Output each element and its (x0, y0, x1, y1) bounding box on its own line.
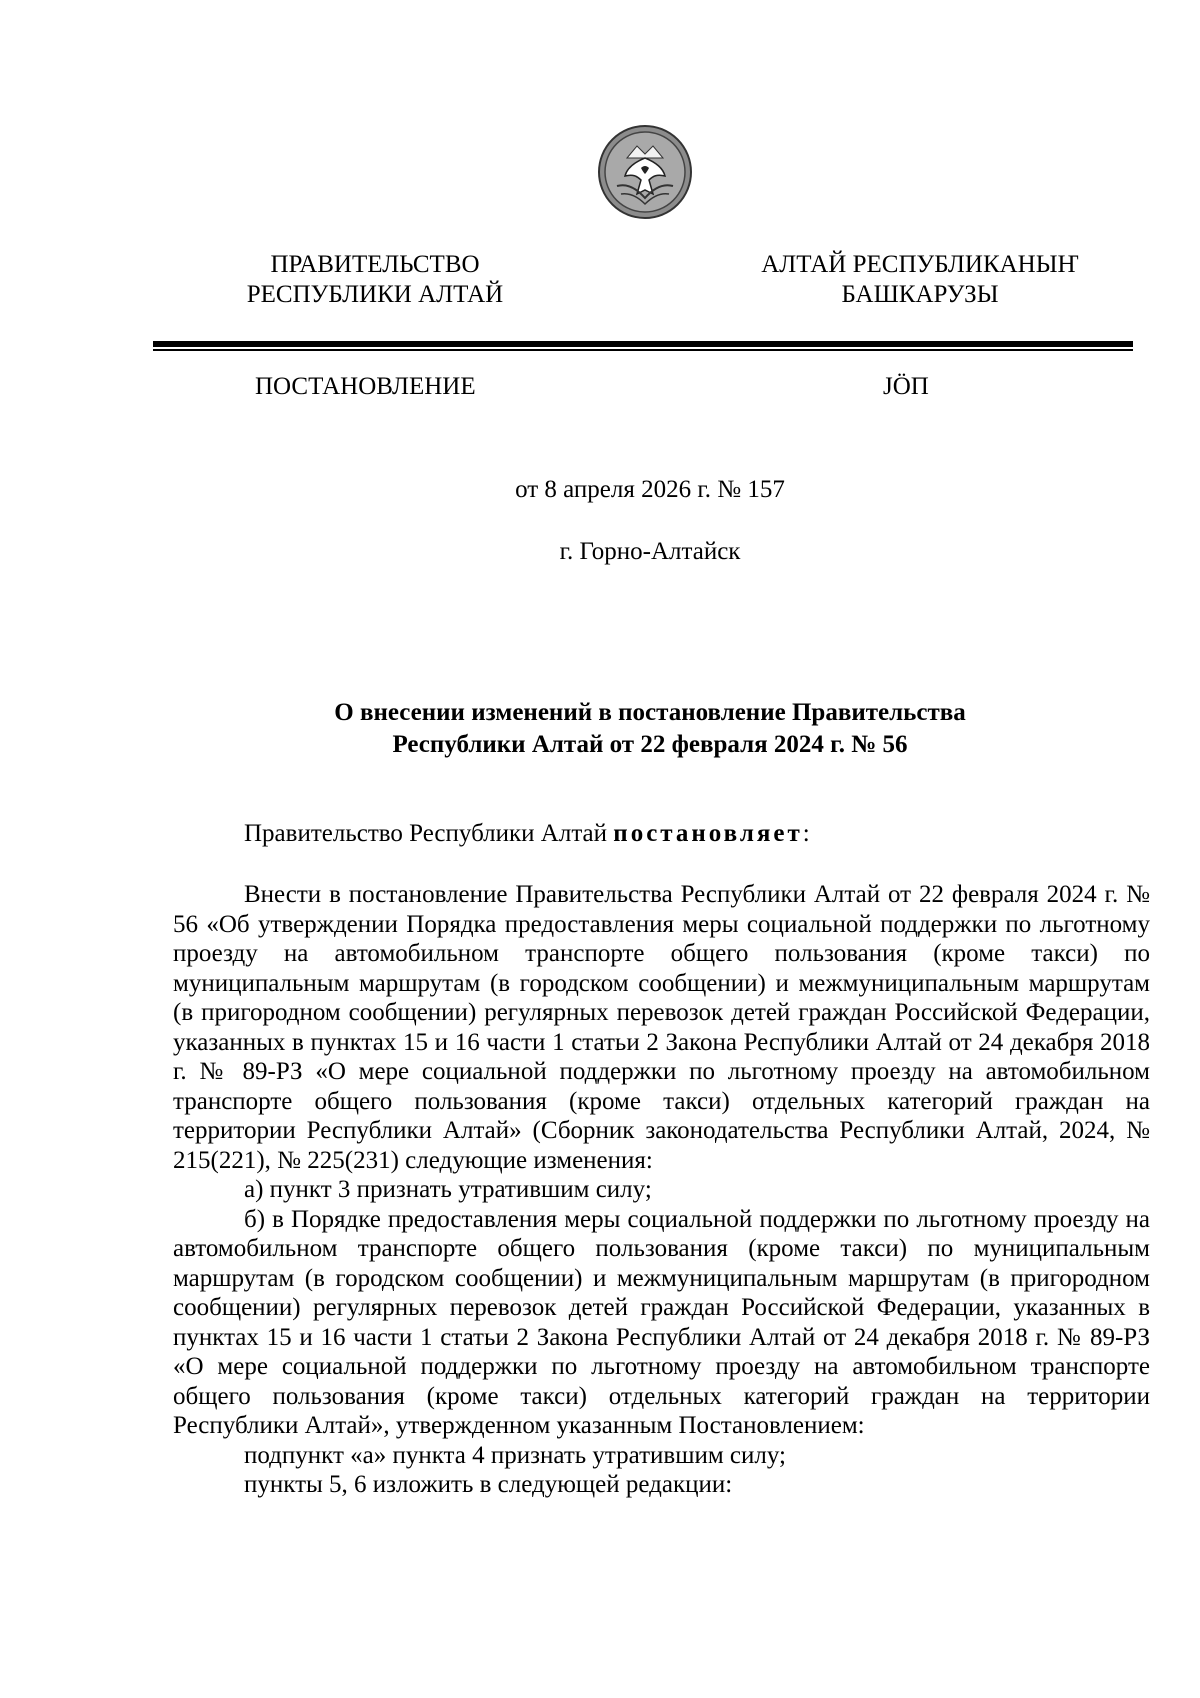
government-name-russian (210, 250, 540, 310)
preamble-text: Правительство Республики Алтай (244, 820, 614, 847)
coat-of-arms-icon (597, 124, 693, 220)
preamble-tail: : (802, 820, 810, 847)
sub-item-1: подпункт «а» пункта 4 признать утратившим силу; (244, 1441, 786, 1469)
document-title (50, 697, 1200, 761)
government-name-altai-line1: АЛТАЙ РЕСПУБЛИКАНЫҤ (761, 251, 1079, 278)
preamble-emphasis: постановляет (613, 820, 803, 847)
sub-item-2: пункты 5, 6 изложить в следующей редакции: (244, 1471, 733, 1498)
government-name-altai-line2: БАШКАРУЗЫ (841, 281, 999, 308)
item-a: а) пункт 3 признать утратившим силу; (244, 1176, 652, 1203)
government-name-line1: ПРАВИТЕЛЬСТВО (270, 251, 480, 278)
document-title-line1: О внесении изменений в постановление Правительства (334, 699, 966, 726)
header-divider-thin (153, 349, 1133, 351)
item-b: б) в Порядке предоставления меры социальной поддержки по льготному проезду на автомобильном транспорте общего пользования (кроме такси) по муниципальным маршрутам (в городском сообщении) и межмуниципальным маршрутам (в пригородном сообщении) регулярных перевозок детей граждан Российской Федерации, указанных в пунктах 15 и 16 части 1 статьи 2 Закона Республики Алтай от 24 декабря 2018 г. № 89-РЗ «О мере социальной поддержки по льготному проезду на автомобильном транспорте общего пользования (кроме такси) отдельных категорий граждан на территории Республики Алтай», утвержденном указанным Постановлением: (173, 1205, 1150, 1439)
doc-type-russian: ПОСТАНОВЛЕНИЕ (255, 373, 476, 400)
main-paragraph: Внести в постановление Правительства Республики Алтай от 22 февраля 2024 г. № 56 «Об утверждении Порядка предоставления меры социальной поддержки по льготному проезду на автомобильном транспорте общего пользования (кроме такси) по муниципальным маршрутам (в городском сообщении) и межмуниципальным маршрутам (в пригородном сообщении) регулярных перевозок детей граждан Российской Федерации, указанных в пунктах 15 и 16 части 1 статьи 2 Закона Республики Алтай от 24 декабря 2018 г. № 89-РЗ «О мере социальной поддержки по льготному проезду на автомобильном транспорте общего пользования (кроме такси) отдельных категорий граждан на территории Республики Алтай» (Сборник законодательства Республики Алтай, 2024, № 215(221), № 225(231) следующие изменения: (173, 881, 1150, 1174)
doc-type-altai: JÖП (883, 373, 929, 400)
document-date-number: от 8 апреля 2026 г. № 157 (515, 476, 785, 503)
document-city: г. Горно-Алтайск (559, 538, 741, 565)
preamble (244, 819, 810, 849)
government-name-altai (740, 250, 1100, 310)
document-title-line2: Республики Алтай от 22 февраля 2024 г. № 56 (392, 731, 908, 758)
document-body (173, 880, 1150, 1500)
header-divider-thick (153, 341, 1133, 347)
government-name-line2: РЕСПУБЛИКИ АЛТАЙ (246, 281, 504, 308)
